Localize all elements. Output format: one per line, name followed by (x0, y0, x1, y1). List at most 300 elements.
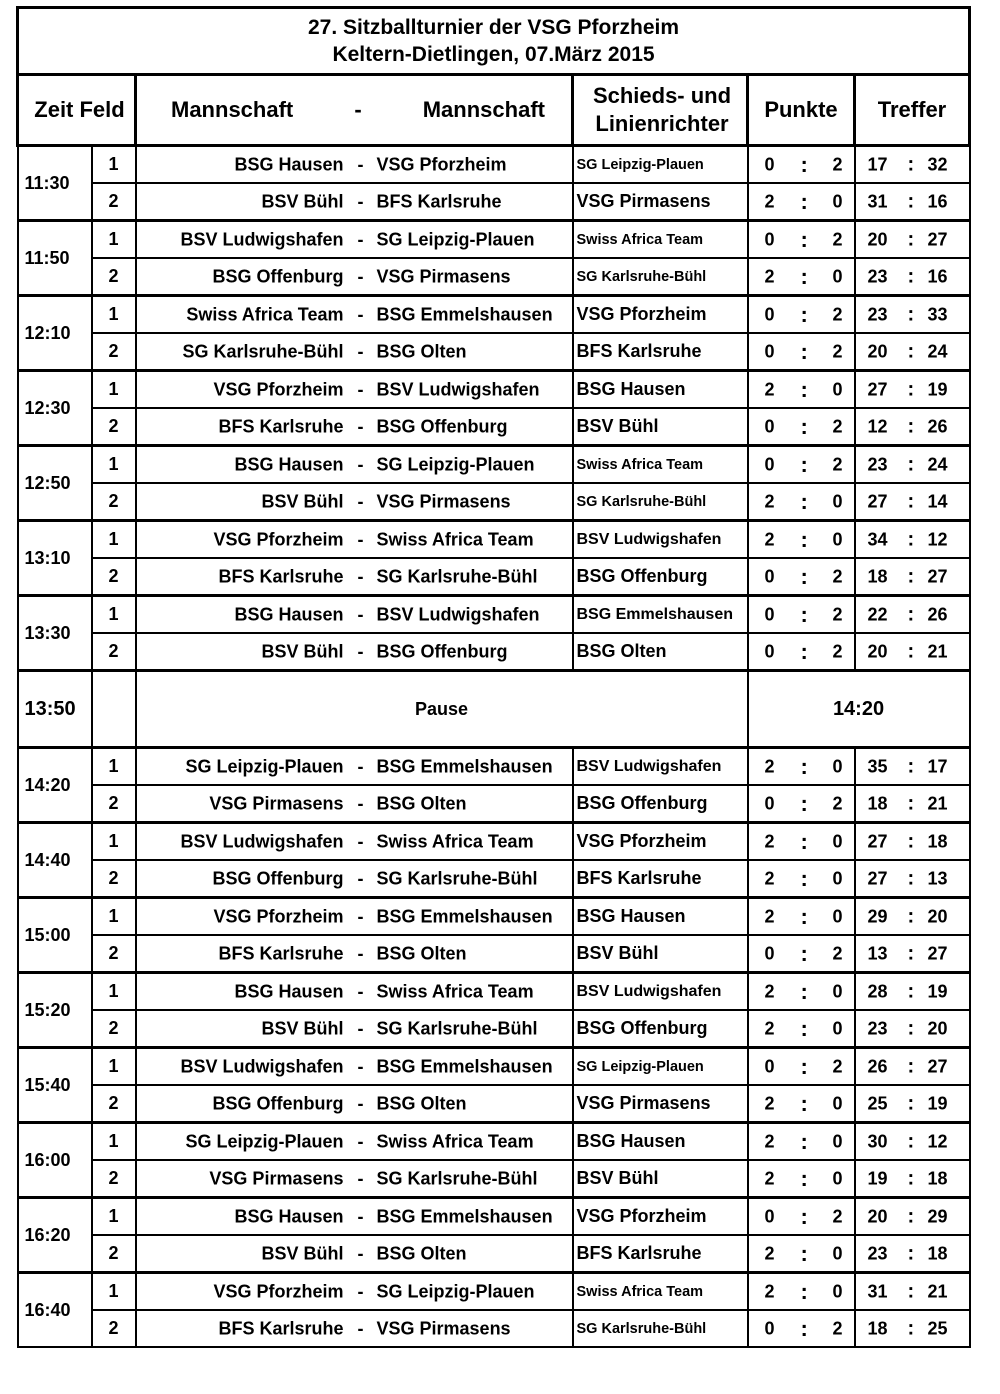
points-header: Punkte (748, 75, 855, 146)
points-score (748, 296, 855, 334)
hits-separator: : (907, 528, 915, 550)
points-score (748, 483, 855, 521)
away-team: BSG Emmelshausen (376, 304, 553, 324)
team-separator: - (357, 831, 364, 851)
points-score (748, 973, 855, 1011)
hits-score (855, 221, 970, 259)
hits-away: 24 (927, 454, 948, 474)
home-team: BSG Hausen (234, 454, 344, 474)
hits-score (855, 446, 970, 484)
points-home: 2 (764, 529, 775, 549)
points-score (748, 221, 855, 259)
hits-away: 29 (927, 1206, 948, 1226)
referee-team: BSV Bühl (573, 935, 748, 973)
points-separator: : (800, 602, 808, 628)
hits-home: 29 (867, 906, 888, 926)
points-away: 2 (832, 416, 843, 436)
home-team: BSG Offenburg (212, 868, 344, 888)
points-score (748, 633, 855, 671)
points-home: 0 (764, 793, 775, 813)
field-number: 1 (92, 898, 136, 936)
points-away: 0 (832, 191, 843, 211)
points-separator: : (800, 791, 808, 817)
hits-separator: : (907, 1242, 915, 1264)
referee-team: VSG Pforzheim (573, 296, 748, 334)
team-separator: - (357, 1318, 364, 1338)
hits-separator: : (907, 303, 915, 325)
referee-team: BSV Ludwigshafen (573, 521, 748, 559)
match-teams (136, 1310, 573, 1347)
home-team: Swiss Africa Team (186, 304, 344, 324)
hits-home: 31 (867, 191, 888, 211)
team-separator: - (357, 566, 364, 586)
hits-home: 23 (867, 1243, 888, 1263)
hits-home: 19 (867, 1168, 888, 1188)
hits-score (855, 1048, 970, 1086)
field-number: 2 (92, 860, 136, 898)
match-row (18, 1310, 970, 1347)
match-row (18, 333, 970, 371)
field-number: 2 (92, 1010, 136, 1048)
points-away: 0 (832, 981, 843, 1001)
points-score (748, 408, 855, 446)
team-separator: - (357, 379, 364, 399)
away-team: BSG Olten (376, 341, 467, 361)
hits-away: 33 (927, 304, 948, 324)
home-team: BSV Bühl (261, 491, 344, 511)
points-score (748, 1273, 855, 1311)
team-separator: - (357, 341, 364, 361)
points-separator: : (800, 414, 808, 440)
hits-separator: : (907, 453, 915, 475)
match-row (18, 1123, 970, 1161)
hits-separator: : (907, 565, 915, 587)
field-number: 1 (92, 1048, 136, 1086)
away-team: BSV Ludwigshafen (376, 379, 540, 399)
hits-separator: : (907, 1055, 915, 1077)
points-home: 0 (764, 304, 775, 324)
team-separator: - (357, 1168, 364, 1188)
match-teams (136, 860, 573, 898)
away-team: BSG Emmelshausen (376, 756, 553, 776)
referee-team: SG Karlsruhe-Bühl (573, 483, 748, 521)
home-team: BSV Bühl (261, 1018, 344, 1038)
match-row (18, 296, 970, 334)
points-home: 0 (764, 229, 775, 249)
team-separator: - (357, 1131, 364, 1151)
referee-team: BFS Karlsruhe (573, 860, 748, 898)
away-team: BSG Olten (376, 793, 467, 813)
match-teams (136, 1048, 573, 1086)
team-separator: - (357, 1281, 364, 1301)
points-away: 2 (832, 566, 843, 586)
match-teams (136, 1160, 573, 1198)
points-score (748, 1198, 855, 1236)
hits-score (855, 898, 970, 936)
points-separator: : (800, 941, 808, 967)
slot-time: 16:20 (18, 1198, 92, 1273)
hits-score (855, 1010, 970, 1048)
team-separator: - (357, 641, 364, 661)
slot-time: 13:10 (18, 521, 92, 596)
slot-time: 12:30 (18, 371, 92, 446)
hits-separator: : (907, 1017, 915, 1039)
referee-team: BSV Ludwigshafen (573, 748, 748, 786)
points-separator: : (800, 979, 808, 1005)
match-row (18, 823, 970, 861)
points-away: 2 (832, 154, 843, 174)
points-home: 2 (764, 1018, 775, 1038)
hits-away: 27 (927, 943, 948, 963)
slot-time: 11:50 (18, 221, 92, 296)
hits-away: 13 (927, 868, 948, 888)
home-team: BSV Ludwigshafen (180, 1056, 344, 1076)
points-away: 0 (832, 529, 843, 549)
away-team: BSG Offenburg (376, 416, 508, 436)
points-separator: : (800, 639, 808, 665)
title-line-1: 27. Sitzballturnier der VSG Pforzheim (307, 16, 680, 39)
hits-home: 27 (867, 379, 888, 399)
match-row (18, 596, 970, 634)
match-teams (136, 1085, 573, 1123)
points-separator: : (800, 1279, 808, 1305)
team-separator: - (357, 229, 364, 249)
document-title (18, 8, 970, 75)
away-team: VSG Pirmasens (376, 1318, 511, 1338)
referee-team: BSG Offenburg (573, 785, 748, 823)
home-team: SG Leipzig-Plauen (185, 756, 344, 776)
team-separator: - (357, 868, 364, 888)
referee-team: BSG Offenburg (573, 1010, 748, 1048)
match-row (18, 860, 970, 898)
hits-home: 17 (867, 154, 888, 174)
field-number: 1 (92, 296, 136, 334)
referee-team: BFS Karlsruhe (573, 1235, 748, 1273)
hits-home: 20 (867, 341, 888, 361)
points-away: 0 (832, 1018, 843, 1038)
referee-team: BSV Ludwigshafen (573, 973, 748, 1011)
referee-team: BSG Hausen (573, 898, 748, 936)
away-team: BSG Emmelshausen (376, 906, 553, 926)
away-team: SG Leipzig-Plauen (376, 1281, 535, 1301)
match-row (18, 408, 970, 446)
points-score (748, 521, 855, 559)
slot-time: 12:50 (18, 446, 92, 521)
match-teams (136, 973, 573, 1011)
home-team: BSV Ludwigshafen (180, 229, 344, 249)
hits-separator: : (907, 190, 915, 212)
points-separator: : (800, 1166, 808, 1192)
home-team: BFS Karlsruhe (218, 943, 344, 963)
match-row (18, 183, 970, 221)
away-team: BSG Olten (376, 1093, 467, 1113)
team-separator: - (357, 1056, 364, 1076)
points-away: 0 (832, 868, 843, 888)
match-teams (136, 1273, 573, 1311)
referee-team: BSV Bühl (573, 408, 748, 446)
hits-away: 17 (927, 756, 948, 776)
team-separator: - (357, 1018, 364, 1038)
points-score (748, 860, 855, 898)
points-separator: : (800, 1091, 808, 1117)
hits-score (855, 633, 970, 671)
referee-team: SG Leipzig-Plauen (573, 146, 748, 184)
team-separator: - (357, 454, 364, 474)
hits-home: 20 (867, 1206, 888, 1226)
away-team: BSG Olten (376, 1243, 467, 1263)
points-away: 2 (832, 454, 843, 474)
team-separator: - (357, 1243, 364, 1263)
away-team: SG Karlsruhe-Bühl (376, 868, 538, 888)
field-cell-empty (92, 671, 136, 748)
points-score (748, 1048, 855, 1086)
hits-score (855, 1198, 970, 1236)
referee-team: VSG Pirmasens (573, 1085, 748, 1123)
team-separator: - (357, 906, 364, 926)
hits-away: 21 (927, 1281, 948, 1301)
match-teams (136, 785, 573, 823)
field-number: 2 (92, 935, 136, 973)
away-team: Swiss Africa Team (376, 529, 534, 549)
slot-time: 15:20 (18, 973, 92, 1048)
home-team: VSG Pirmasens (209, 1168, 344, 1188)
hits-home: 35 (867, 756, 888, 776)
home-team: BSV Bühl (261, 641, 344, 661)
points-score (748, 558, 855, 596)
points-score (748, 1310, 855, 1347)
match-row (18, 898, 970, 936)
points-away: 0 (832, 906, 843, 926)
points-home: 2 (764, 981, 775, 1001)
points-away: 0 (832, 1093, 843, 1113)
away-team: VSG Pirmasens (376, 491, 511, 511)
hits-score (855, 183, 970, 221)
referee-team: BSG Offenburg (573, 558, 748, 596)
field-number: 2 (92, 633, 136, 671)
hits-score (855, 258, 970, 296)
match-teams (136, 446, 573, 484)
match-row (18, 1010, 970, 1048)
home-team: VSG Pforzheim (213, 1281, 344, 1301)
field-number: 2 (92, 1310, 136, 1347)
away-team: SG Karlsruhe-Bühl (376, 1018, 538, 1038)
slot-time: 14:40 (18, 823, 92, 898)
match-row (18, 1085, 970, 1123)
match-row (18, 785, 970, 823)
home-team: SG Karlsruhe-Bühl (182, 341, 344, 361)
hits-separator: : (907, 867, 915, 889)
hits-home: 26 (867, 1056, 888, 1076)
team-separator: - (357, 1093, 364, 1113)
away-team: BSV Ludwigshafen (376, 604, 540, 624)
home-team: BFS Karlsruhe (218, 1318, 344, 1338)
points-separator: : (800, 829, 808, 855)
home-team: BSG Offenburg (212, 266, 344, 286)
hits-score (855, 371, 970, 409)
hits-separator: : (907, 1317, 915, 1339)
referee-team: VSG Pforzheim (573, 823, 748, 861)
hits-home: 23 (867, 266, 888, 286)
hits-score (855, 521, 970, 559)
match-teams (136, 935, 573, 973)
hits-separator: : (907, 1130, 915, 1152)
hits-separator: : (907, 265, 915, 287)
points-away: 2 (832, 1206, 843, 1226)
hits-home: 22 (867, 604, 888, 624)
points-separator: : (800, 564, 808, 590)
points-home: 2 (764, 266, 775, 286)
match-row (18, 371, 970, 409)
points-away: 0 (832, 491, 843, 511)
home-team: BSG Hausen (234, 981, 344, 1001)
home-team: BSG Hausen (234, 1206, 344, 1226)
hits-separator: : (907, 640, 915, 662)
match-teams (136, 146, 573, 184)
points-score (748, 1235, 855, 1273)
slot-time: 13:50 (18, 671, 92, 748)
hits-separator: : (907, 905, 915, 927)
home-team: SG Leipzig-Plauen (185, 1131, 344, 1151)
away-team: SG Leipzig-Plauen (376, 229, 535, 249)
match-row (18, 1198, 970, 1236)
slot-time: 16:40 (18, 1273, 92, 1348)
match-teams (136, 1123, 573, 1161)
hits-score (855, 333, 970, 371)
match-row (18, 521, 970, 559)
hits-away: 14 (927, 491, 948, 511)
match-teams (136, 521, 573, 559)
field-number: 1 (92, 973, 136, 1011)
field-number: 1 (92, 371, 136, 409)
hits-score (855, 1160, 970, 1198)
match-teams (136, 558, 573, 596)
schedule-sheet (16, 6, 968, 1348)
field-number: 2 (92, 1160, 136, 1198)
referee-team: Swiss Africa Team (573, 221, 748, 259)
points-separator: : (800, 302, 808, 328)
points-away: 2 (832, 304, 843, 324)
points-home: 0 (764, 641, 775, 661)
hits-away: 18 (927, 1168, 948, 1188)
team-separator: - (357, 943, 364, 963)
field-number: 2 (92, 1235, 136, 1273)
points-home: 0 (764, 943, 775, 963)
points-home: 2 (764, 831, 775, 851)
points-away: 0 (832, 1281, 843, 1301)
hits-separator: : (907, 980, 915, 1002)
points-away: 2 (832, 604, 843, 624)
referee-header (573, 75, 748, 146)
field-number: 1 (92, 596, 136, 634)
points-score (748, 1123, 855, 1161)
match-teams (136, 823, 573, 861)
team-separator: - (357, 604, 364, 624)
points-away: 0 (832, 1168, 843, 1188)
match-teams (136, 408, 573, 446)
hits-away: 25 (927, 1318, 948, 1338)
referee-team: SG Leipzig-Plauen (573, 1048, 748, 1086)
hits-score (855, 558, 970, 596)
field-number: 2 (92, 258, 136, 296)
away-team: BSG Olten (376, 943, 467, 963)
schedule-table (16, 6, 971, 1348)
referee-team: Swiss Africa Team (573, 446, 748, 484)
hits-away: 19 (927, 1093, 948, 1113)
hits-home: 25 (867, 1093, 888, 1113)
points-score (748, 935, 855, 973)
match-row (18, 1235, 970, 1273)
points-score (748, 146, 855, 184)
away-team: BSG Emmelshausen (376, 1056, 553, 1076)
match-teams (136, 1010, 573, 1048)
match-teams (136, 483, 573, 521)
match-teams (136, 596, 573, 634)
team-separator: - (357, 416, 364, 436)
points-score (748, 823, 855, 861)
away-team: SG Leipzig-Plauen (376, 454, 535, 474)
match-teams (136, 221, 573, 259)
field-number: 2 (92, 408, 136, 446)
hits-away: 12 (927, 1131, 948, 1151)
points-home: 2 (764, 1131, 775, 1151)
points-score (748, 748, 855, 786)
referee-header-line-1: Schieds- und (592, 83, 732, 108)
points-separator: : (800, 527, 808, 553)
match-teams (136, 633, 573, 671)
hits-away: 21 (927, 641, 948, 661)
team-separator: - (357, 756, 364, 776)
hits-home: 23 (867, 304, 888, 324)
hits-away: 20 (927, 1018, 948, 1038)
hits-score (855, 748, 970, 786)
hits-away: 19 (927, 379, 948, 399)
hits-separator: : (907, 228, 915, 250)
match-teams (136, 258, 573, 296)
away-team: VSG Pirmasens (376, 266, 511, 286)
hits-separator: : (907, 415, 915, 437)
pause-label: Pause (136, 671, 748, 748)
match-teams (136, 1198, 573, 1236)
points-home: 2 (764, 1093, 775, 1113)
away-team: Swiss Africa Team (376, 981, 534, 1001)
referee-team: SG Karlsruhe-Bühl (573, 258, 748, 296)
points-separator: : (800, 452, 808, 478)
points-score (748, 785, 855, 823)
field-number: 1 (92, 446, 136, 484)
hits-home: 18 (867, 566, 888, 586)
referee-team: BSV Bühl (573, 1160, 748, 1198)
hits-separator: : (907, 755, 915, 777)
hits-score (855, 935, 970, 973)
hits-score (855, 1085, 970, 1123)
points-away: 2 (832, 641, 843, 661)
points-home: 0 (764, 341, 775, 361)
points-away: 2 (832, 229, 843, 249)
points-score (748, 1160, 855, 1198)
away-team: VSG Pforzheim (376, 154, 507, 174)
match-teams (136, 1235, 573, 1273)
hits-separator: : (907, 1205, 915, 1227)
points-home: 0 (764, 416, 775, 436)
match-row (18, 446, 970, 484)
points-score (748, 258, 855, 296)
hits-away: 19 (927, 981, 948, 1001)
points-away: 0 (832, 1131, 843, 1151)
field-number: 1 (92, 521, 136, 559)
match-teams (136, 371, 573, 409)
slot-time: 15:00 (18, 898, 92, 973)
points-home: 2 (764, 906, 775, 926)
